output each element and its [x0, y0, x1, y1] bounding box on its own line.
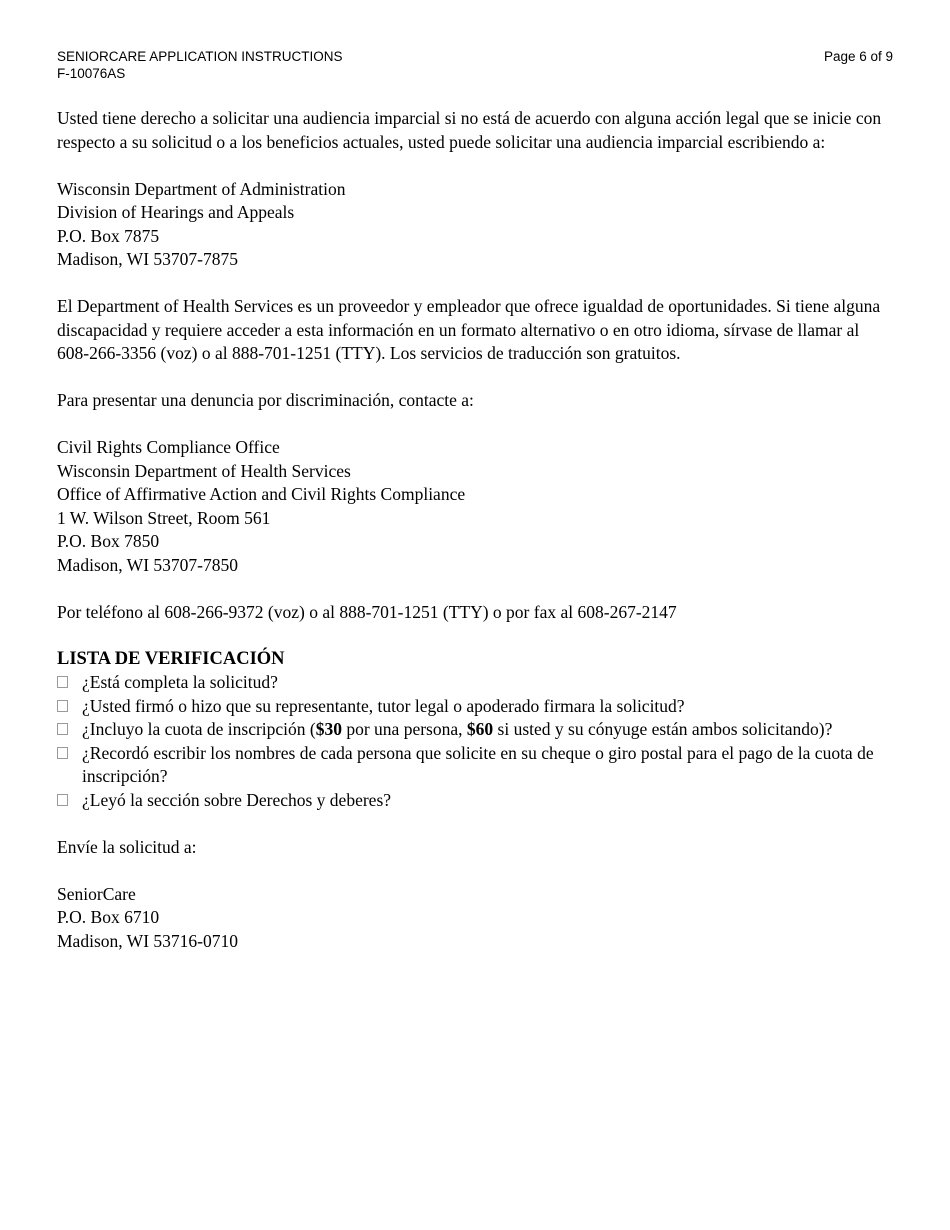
hearing-address-block: [57, 178, 893, 272]
address-line: SeniorCare: [57, 883, 136, 904]
address-line: Madison, WI 53707-7850: [57, 554, 238, 575]
header-left-block: [57, 48, 343, 82]
discrimination-intro: Para presentar una denuncia por discriminación, contacte a:: [57, 390, 474, 410]
checklist-item: [57, 718, 893, 742]
send-intro: Envíe la solicitud a:: [57, 836, 197, 857]
address-line: Madison, WI 53716-0710: [57, 930, 238, 951]
checklist-item-text: ¿Leyó la sección sobre Derechos y deberes?: [82, 789, 392, 810]
address-line: P.O. Box 7875: [57, 225, 160, 246]
address-line: P.O. Box 7850: [57, 531, 160, 551]
address-line: Wisconsin Department of Health Services: [57, 460, 351, 481]
page-number: Page 6 of 9: [823, 49, 893, 64]
checkbox-icon: [57, 676, 68, 688]
address-line: Madison, WI 53707-7875: [57, 249, 238, 269]
checklist-item: [57, 695, 893, 719]
checkbox-icon: [57, 723, 68, 735]
checklist-item-text: ¿Incluyo la cuota de inscripción ($30 por una persona, $60 si usted y su cónyuge están ambos solicitando)?: [82, 719, 833, 739]
send-address-block: [57, 883, 893, 954]
address-line: P.O. Box 6710: [57, 907, 160, 927]
checkbox-icon: [57, 794, 68, 806]
page-header: [57, 48, 893, 82]
checklist: [57, 671, 893, 812]
checklist-item-text: ¿Está completa la solicitud?: [82, 672, 278, 692]
phone-fax-line: Por teléfono al 608-266-9372 (voz) o al 888-701-1251 (TTY) o por fax al 608-267-2147: [57, 601, 677, 622]
equal-opportunity-paragraph: El Department of Health Services es un proveedor y empleador que ofrece igualdad de oportunidades. Si tiene alguna discapacidad y requiere acceder a esta información en un formato alternativo o en otro idioma, sírvase de llamar al 608-266-3356 (voz) o al 888-701-1251 (TTY). Los servicios de traducción son gratuitos.: [57, 296, 881, 363]
checklist-item: [57, 671, 893, 695]
address-line: Office of Affirmative Action and Civil Rights Compliance: [57, 484, 466, 504]
address-line: Civil Rights Compliance Office: [57, 437, 280, 457]
checklist-item: [57, 742, 893, 789]
checklist-heading: LISTA DE VERIFICACIÓN: [57, 648, 285, 669]
civil-rights-address-block: [57, 436, 893, 577]
checklist-item-text: ¿Recordó escribir los nombres de cada persona que solicite en su cheque o giro postal para el pago de la cuota de inscripción?: [82, 742, 874, 786]
fair-hearing-paragraph: Usted tiene derecho a solicitar una audiencia imparcial si no está de acuerdo con alguna acción legal que se inicie con respecto a su solicitud o a los beneficios actuales, usted puede solicitar una audiencia imparcial escribiendo a:: [57, 108, 882, 152]
checkbox-icon: [57, 747, 68, 759]
address-line: 1 W. Wilson Street, Room 561: [57, 507, 271, 528]
checklist-item: [57, 789, 893, 813]
checkbox-icon: [57, 700, 68, 712]
address-line: Wisconsin Department of Administration: [57, 178, 346, 199]
address-line: Division of Hearings and Appeals: [57, 202, 295, 222]
document-body: [57, 107, 893, 953]
form-number: F-10076AS: [57, 66, 126, 81]
checklist-item-text: ¿Usted firmó o hizo que su representante, tutor legal o apoderado firmara la solicitud?: [82, 695, 685, 716]
document-title: SENIORCARE APPLICATION INSTRUCTIONS: [57, 49, 343, 64]
